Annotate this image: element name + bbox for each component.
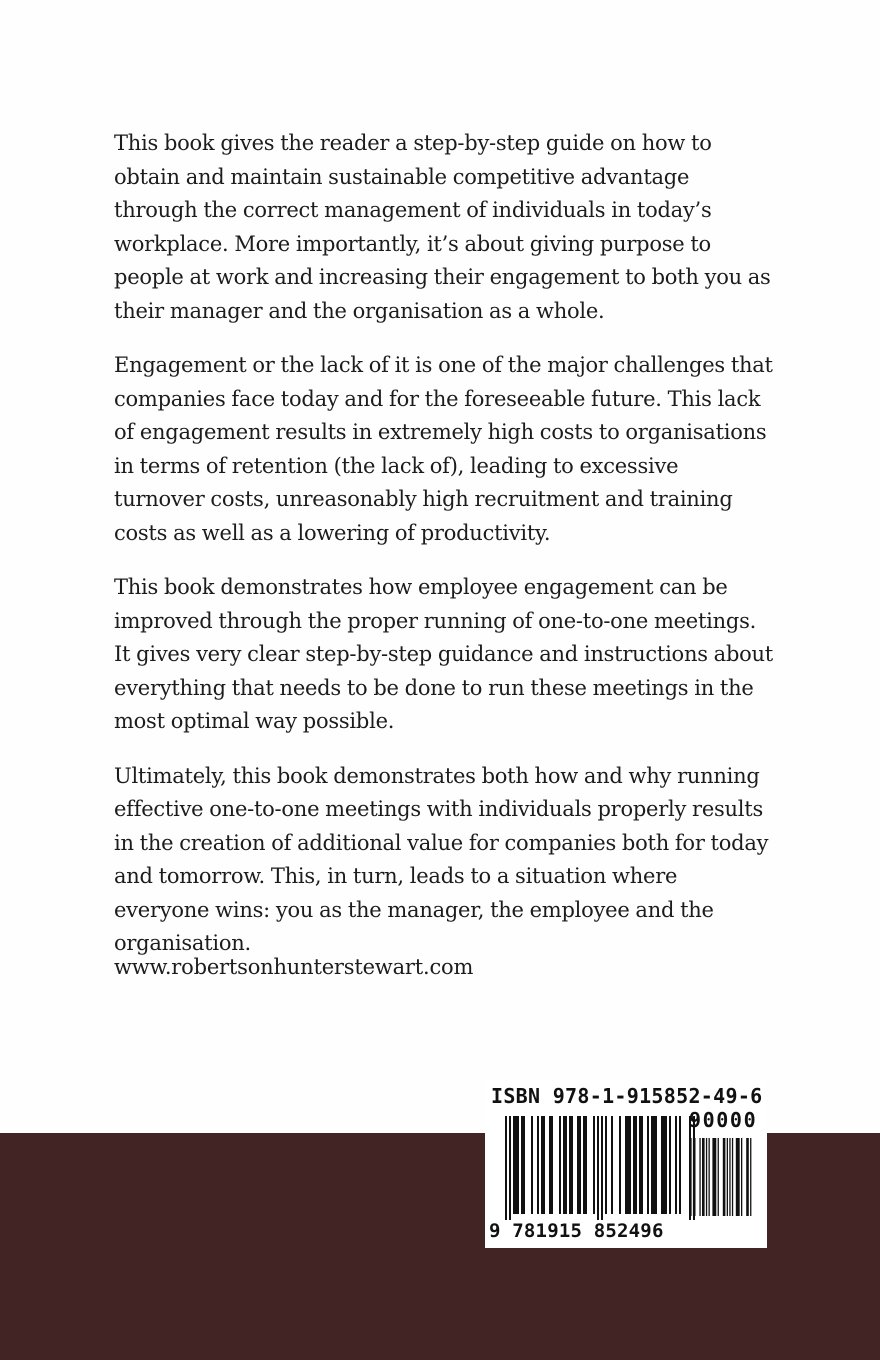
addon-digits: 90000 [689,1108,758,1132]
barcode-bar [619,1116,621,1214]
addon-bar [723,1138,726,1216]
barcode-panel [485,1080,767,1248]
barcode-bar [679,1116,681,1214]
addon-bar [718,1138,719,1216]
addon-bar [736,1138,740,1216]
barcode-bar [611,1116,613,1214]
addon-bar [746,1138,749,1216]
barcode-bar [605,1116,607,1214]
addon-bar [699,1138,700,1216]
barcode-bar [625,1116,631,1214]
addon-bar [729,1138,730,1216]
addon-bar [709,1138,710,1216]
barcode-bar [669,1116,671,1214]
addon-bar [732,1138,733,1216]
blurb-paragraph-2: Engagement or the lack of it is one of the major challenges that companies face today and for the foreseeable future. This lack of engagement results in extremely high costs to organisations in terms of retention (the lack of), leading to excessive turnover costs, unreasonably high recruitment and training costs as well as a lowering of productivity. [114,353,773,545]
barcode-bar [569,1116,573,1214]
addon-bar [706,1138,707,1216]
barcode-guard-bar [505,1116,507,1220]
barcode-bar [633,1116,637,1214]
barcode-bar [583,1116,587,1214]
barcode-bar [559,1116,561,1214]
barcode-bar [531,1116,533,1214]
barcode-bar [661,1116,667,1214]
blurb-paragraph-3: This book demonstrates how employee engagement can be improved through the proper running of one-to-one meetings. It gives very clear step-by-step guidance and instructions about everything that needs to be done to run these meetings in the most optimal way possible. [114,575,773,733]
barcode-bar [541,1116,545,1214]
addon-bar [750,1138,751,1216]
barcode-bar [647,1116,649,1214]
addon-bar [741,1138,742,1216]
ean-digits: 9 781915 852496 [489,1220,664,1242]
addon-bar [690,1138,691,1216]
blurb-paragraph-1: This book gives the reader a step-by-step guide on how to obtain and maintain sustainable competitive advantage through the correct management of individuals in today’s workplace. More importantly, it’s about giving purpose to people at work and increasing their engagement to both you as their manager and the organisation as a whole. [114,131,771,323]
addon-bar [712,1138,716,1216]
addon-bar [702,1138,705,1216]
barcode-bar [639,1116,643,1214]
barcode-bar [577,1116,581,1214]
barcode-guard-bar [597,1116,599,1220]
barcode-bar [513,1116,519,1214]
barcode-bar [675,1116,677,1214]
blurb-paragraph-4: Ultimately, this book demonstrates both how and why running effective one-to-one meetings with individuals properly results in the creation of additional value for companies both for today and tomorrow. This, in turn, leads to a situation where everyone wins: you as the manager, the employee and the organisation. [114,763,769,955]
barcode-guard-bar [601,1116,603,1220]
barcode-bar [593,1116,595,1214]
barcode-bar [549,1116,553,1214]
addon-bar [693,1138,696,1216]
blurb-text [114,127,774,982]
barcode-guard-bar [509,1116,511,1220]
addon-bar [727,1138,728,1216]
barcode-bar [537,1116,539,1214]
barcode-bar [651,1116,657,1214]
barcode-bar [521,1116,525,1214]
website-url: www.robertsonhunterstewart.com [114,955,474,979]
isbn-label: ISBN 978-1-915852-49-6 [491,1084,763,1108]
barcode-bar [563,1116,567,1214]
